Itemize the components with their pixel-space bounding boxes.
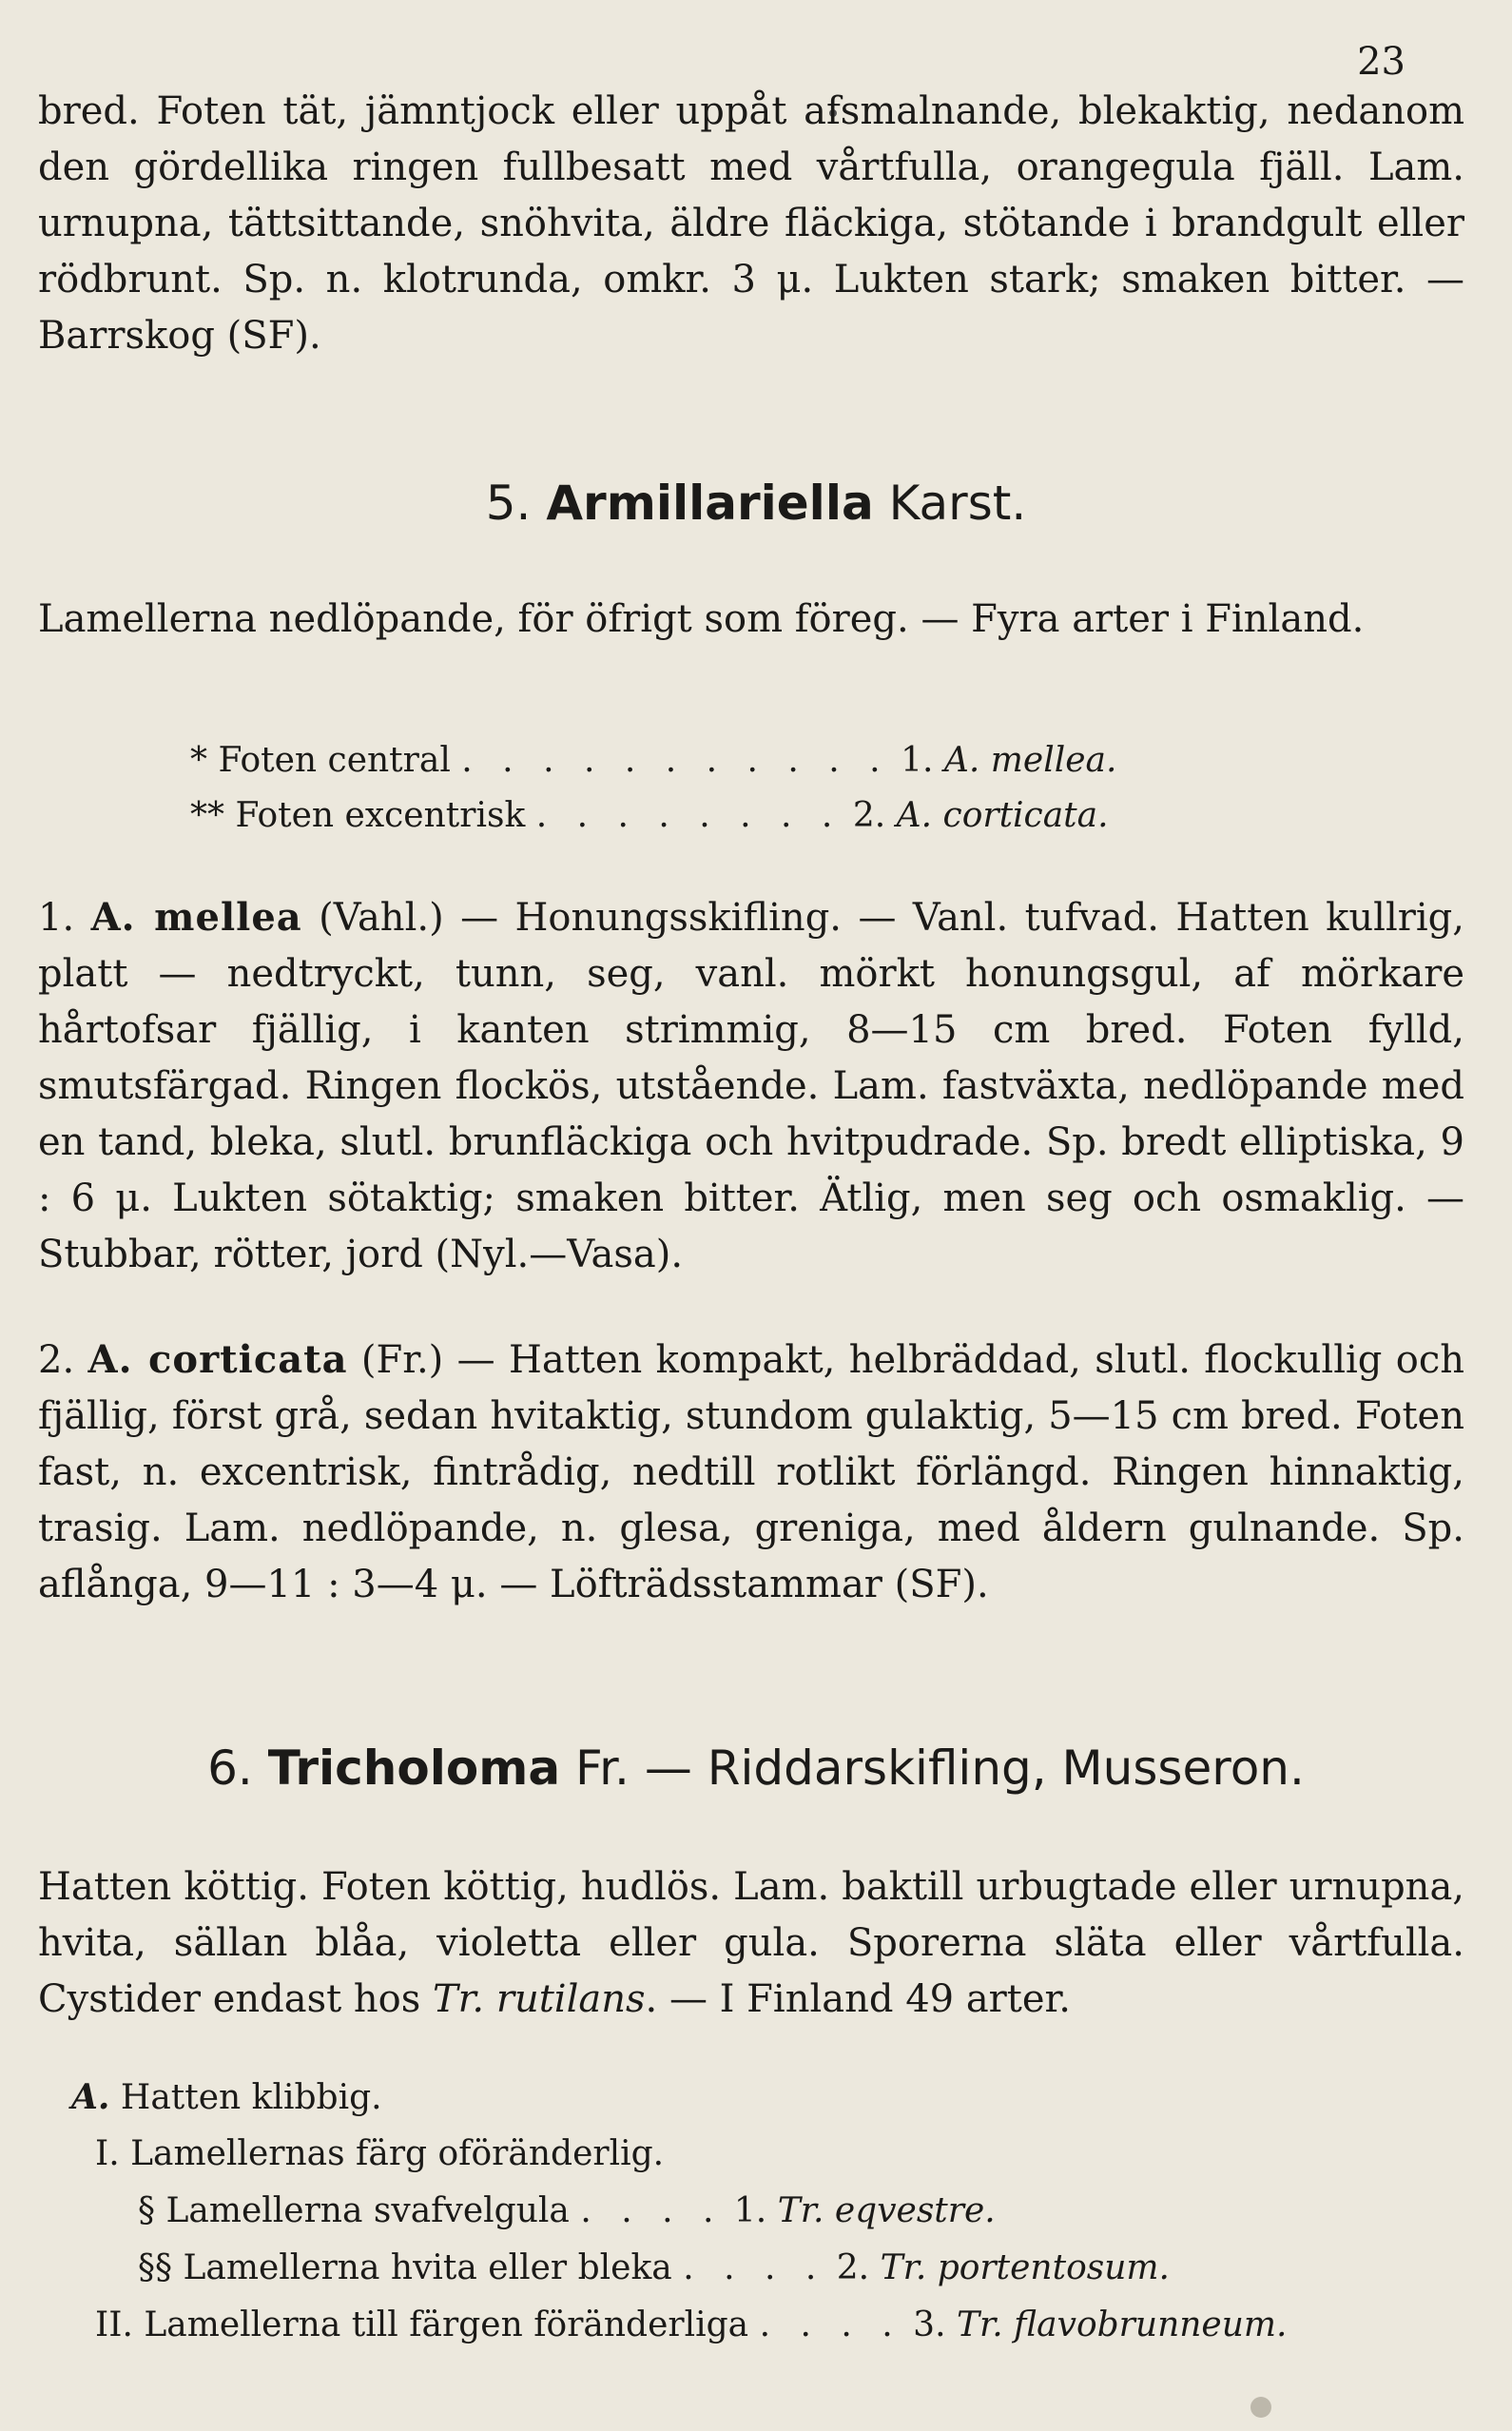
key-dots: . . . . . . . . xyxy=(535,796,843,835)
species-entry-mellea xyxy=(38,889,1464,1283)
species-number: 1. xyxy=(38,896,75,940)
key-label: II. Lamellerna till färgen föränderliga xyxy=(95,2305,749,2344)
key-reference: Tr. eqvestre. xyxy=(777,2191,996,2230)
paragraph-tricholoma xyxy=(38,1859,1464,2028)
key-reference: Tr. flavobrunneum. xyxy=(956,2305,1288,2344)
key-number: 1. xyxy=(733,2191,767,2230)
key-label: § Lamellerna svafvelgula xyxy=(138,2191,570,2230)
key-label: ** Foten excentrisk xyxy=(190,796,526,835)
key-dots: . . . . . . . . . . . xyxy=(461,741,890,780)
paragraph-intro: bred. Foten tät, jämntjock eller uppåt afsmalnande, blekaktig, nedanom den gördellika ringen fullbesatt med vårtfulla, orangegula fjäll. Lam. urnupna, tättsittande, snöhvita, äldre fläckiga, stötande i brandgult eller rödbrunt. Sp. n. klotrunda, omkr. 3 μ. Lukten stark; smaken bitter. — Barrskog (SF). xyxy=(38,89,1464,358)
key-reference: A. mellea. xyxy=(943,741,1117,780)
key-label: §§ Lamellerna hvita eller bleka xyxy=(138,2248,672,2287)
species-name: A. mellea xyxy=(90,895,302,940)
key-number: 2. xyxy=(852,796,886,835)
paragraph-armillariella: Lamellerna nedlöpande, för öfrigt som föreg. — Fyra arter i Finland. xyxy=(38,597,1365,641)
key-row-eqvestre xyxy=(138,2192,996,2230)
key-row-flavobrunneum xyxy=(95,2306,1288,2344)
text-segment: . — I Finland 49 arter. xyxy=(645,1977,1071,2021)
heading-tricholoma xyxy=(0,1741,1512,1796)
key-number: 3. xyxy=(913,2305,946,2344)
key-label: * Foten central xyxy=(190,741,451,780)
page-number: 23 xyxy=(1357,40,1405,84)
species-description: (Fr.) — Hatten kompakt, helbräddad, slutl. flockullig och fjällig, först grå, sedan hvitaktig, stundom gulaktig, 5—15 cm bred. Foten fast, n. excentrisk, fintrådig, nedtill rotlikt förlängd. Ringen hinnaktig, trasig. Lam. nedlöpande, n. glesa, greniga, med åldern gulnande. Sp. aflånga, 9—11 : 3—4 μ. — Löfträdsstammar (SF). xyxy=(38,1338,1465,1606)
key-row-mellea xyxy=(190,742,1116,780)
key-dots: . . . . xyxy=(759,2305,902,2344)
species-entry-corticata xyxy=(38,1332,1464,1613)
species-reference: Tr. rutilans xyxy=(433,1977,646,2021)
heading-rest: Fr. — Riddarskifling, Musseron. xyxy=(574,1741,1305,1796)
ink-smudge xyxy=(1250,2397,1271,2418)
species-number: 2. xyxy=(38,1338,75,1382)
heading-armillariella xyxy=(0,476,1512,531)
key-row-portentosum xyxy=(138,2249,1170,2287)
key-reference: A. corticata. xyxy=(896,796,1109,835)
heading-author: Karst. xyxy=(888,476,1027,531)
key-subgroup-i xyxy=(95,2135,664,2173)
heading-number: 6. xyxy=(207,1741,253,1796)
heading-number: 5. xyxy=(485,476,532,531)
key-number: 2. xyxy=(836,2248,870,2287)
key-group-text: Hatten klibbig. xyxy=(120,2078,382,2117)
key-reference: Tr. portentosum. xyxy=(880,2248,1170,2287)
key-number: 1. xyxy=(901,741,934,780)
text-segment: Hatten köttig. Foten köttig, hudlös. Lam. baktill urbugtade eller urnupna, hvita, sällan blåa, violetta eller gula. Sporerna släta eller vårtfulla. Cystider endast hos xyxy=(38,1865,1464,2021)
heading-genus: Tricholoma xyxy=(267,1741,561,1796)
key-row-corticata xyxy=(190,797,1109,835)
key-dots: . . . . xyxy=(580,2191,724,2230)
species-description: (Vahl.) — Honungsskifling. — Vanl. tufvad. Hatten kullrig, platt — nedtryckt, tunn, seg, vanl. mörkt honungsgul, af mörkare hårtofsar fjällig, i kanten strimmig, 8—15 cm bred. Foten fylld, smutsfärgad. Ringen flockös, utstående. Lam. fastväxta, nedlöpande med en tand, bleka, slutl. brunfläckiga och hvitpudrade. Sp. bredt elliptiska, 9 : 6 μ. Lukten sötaktig; smaken bitter. Ätlig, men seg och osmaklig. — Stubbar, rötter, jord (Nyl.—Vasa). xyxy=(38,896,1464,1276)
key-group-label: A. xyxy=(71,2077,110,2117)
key-subgroup-text: I. Lamellernas färg oföränderlig. xyxy=(95,2134,665,2173)
key-dots: . . . . xyxy=(683,2248,826,2287)
heading-genus: Armillariella xyxy=(546,476,874,531)
key-group-a xyxy=(71,2078,382,2117)
species-name: A. corticata xyxy=(87,1337,348,1382)
